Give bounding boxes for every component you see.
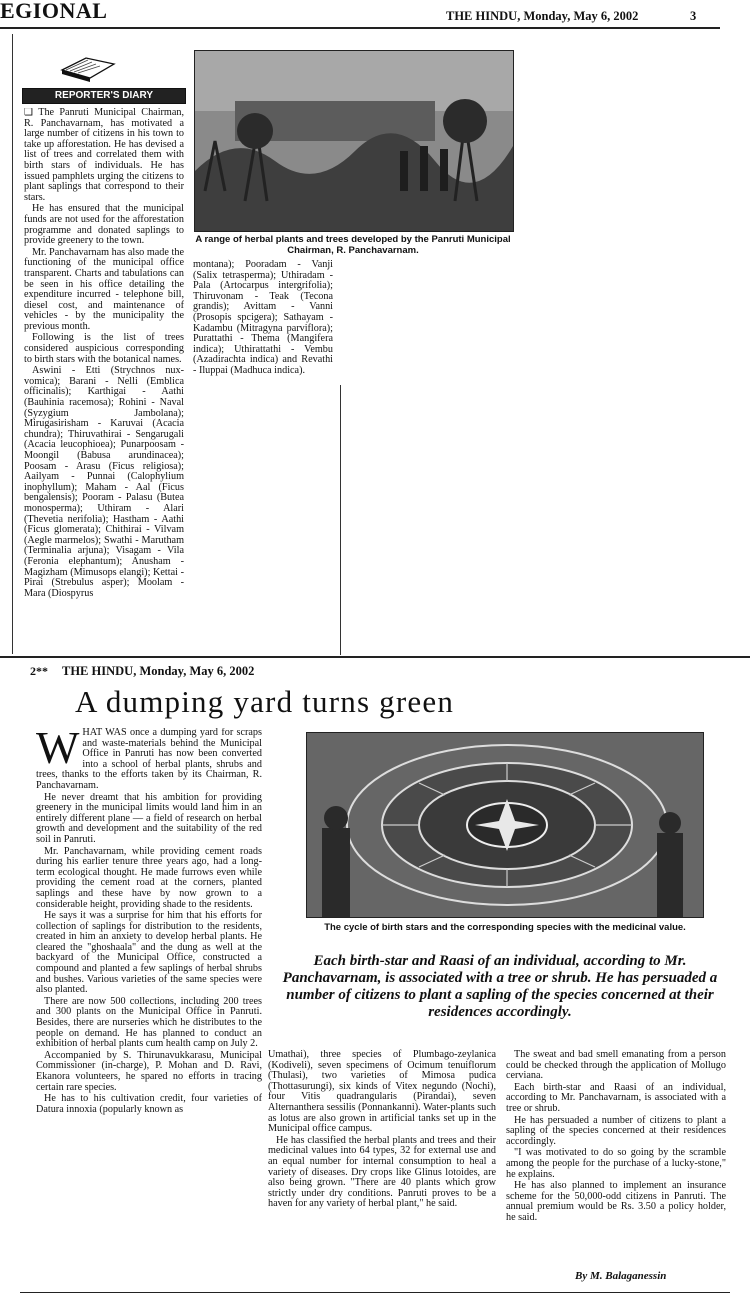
diary-paragraph: ❑ The Panruti Municipal Chairman, R. Panchavarnam, has motivated a large number of citizens in his town to take up afforestation. He has devised a list of trees and correlated them with birth stars of individuals. He has issued pamphlets urging the citizens to plant saplings that correspond to their stars. (24, 108, 184, 203)
diary-column-middle: montana); Pooradam - Vanji (Salix tetrasperma); Uthiradam - Pala (Artocarpus intergrifolia); Thiruvonam - Teak (Tecona grandis); Avittam - Vanni (Prosopis spcigera); Sathayam - Kadambu (Mitragyna parviflora); Purattathi - Thema (Mangifera indica); Uthirattathi - Vembu (Azadirachta indica) and Revathi - Iluppai (Madhuca indica). (193, 259, 333, 376)
article-paragraph: HAT WAS once a dumping yard for scraps and waste-materials behind the Municipal Office in Panruti has now been converted into a school of herbal plants, shrubs and trees, thanks to the efforts taken by its Chairman, R. Panchavarnam. (36, 728, 262, 791)
clip-top-rule (0, 656, 750, 658)
article-paragraph: Each birth-star and Raasi of an individual, according to Mr. Panchavarnam, is associated with a tree or shrub. (506, 1081, 726, 1114)
article-paragraph: He has to his cultivation credit, four varieties of Datura innoxia (popularly known as (36, 1093, 262, 1115)
page-number: 3 (690, 9, 697, 23)
page-marker: 2** (30, 664, 48, 678)
top-photo-caption: A range of herbal plants and trees developed by the Panruti Municipal Chairman, R. Panchavarnam. (195, 234, 511, 256)
byline: By M. Balaganessin (575, 1270, 667, 1282)
diary-paragraph: He has ensured that the municipal funds are not used for the afforestation programme and donated saplings to provide greenery to the town. (24, 203, 184, 247)
section-title: EGIONAL (0, 0, 108, 23)
diary-paragraph: Following is the list of trees considered auspicious corresponding to birth stars with the botanical names. (24, 332, 184, 365)
masthead-bottom: THE HINDU, Monday, May 6, 2002 (62, 664, 255, 678)
article-paragraph: There are now 500 collections, including 200 trees and 300 plants on the Municipal Office in Panruti. Besides, there are nurseries which he distributes to the people on demand. He has planned to conduct an exhibition of herbal plants cum health camp on July 2. (36, 995, 262, 1050)
article-column-3 (506, 1050, 726, 1225)
article-paragraph: He says it was a surprise for him that his efforts for collection of saplings for distribution to the residents, created in him an anxiety to develop herbal plants. He cleared the "ghoshaala" and the dung as well at the backyard of the Municipal Office, constructed a compound and planted a few saplings of herbal shrubs and bushes. Various varieties of the same species were also planted. (36, 910, 262, 996)
article-paragraph: He has also planned to implement an insurance scheme for the 50,000-odd citizens in Panruti. The annual premium would be Rs. 3.50 a policy holder, he said. (506, 1180, 726, 1223)
article-paragraph: Accompanied by S. Thirunavukkarasu, Municipal Commissioner (in-charge), P. Mohan and D. Ravi, Ekanora volunteers, he spared no efforts in tracing certain rare species. (36, 1049, 262, 1093)
article-paragraph: Umathai), three species of Plumbago-zeylanica (Kodiveli), seven specimens of Ocimum tenuiflorum (Thulasi), two varieties of Mimosa pudica (Thottasurungi), six kinds of Vitex negundo (Nochi), four Vitis quadrangularis (Pirandai), seven Alternanthera sessilis (Ponnankanni). Water-plants such as lotus are also grown in artificial tanks set up in the Municipal office campus. (268, 1049, 496, 1135)
birth-star-chart-photo (306, 732, 704, 918)
article-paragraph: "I was motivated to do so going by the scramble among the people for the purchase of a lucky-stone," he explains. (506, 1147, 726, 1180)
diary-label: REPORTER'S DIARY (22, 88, 186, 104)
masthead-top: THE HINDU, Monday, May 6, 2002 (446, 9, 639, 23)
article-paragraph: He has persuaded a number of citizens to plant a sapling of the species concerned at their residences accordingly. (506, 1114, 726, 1147)
article-paragraph: He never dreamt that his ambition for providing greenery in the municipal limits would land him in an entirely different plane — a field of research on herbal growth and development and the suitability of the red soil in Panruti. (36, 791, 262, 845)
pull-quote: Each birth-star and Raasi of an individual, according to Mr. Panchavarnam, is associated with a tree or shrub. He has persuaded a number of citizens to plant a sapling of the species concerned at their residences accordingly. (282, 953, 718, 1020)
clipping-border (190, 385, 341, 655)
article-paragraph: The sweat and bad smell emanating from a person could be checked through the application of Mollugo cerviana. (506, 1049, 726, 1082)
bottom-photo-caption: The cycle of birth stars and the corresponding species with the medicinal value. (324, 922, 686, 933)
dropcap: W (36, 728, 80, 773)
diary-paragraph: Aswini - Etti (Strychnos nux-vomica); Barani - Nelli (Emblica officinalis); Karthigai - Aathi (Bauhinia racemosa); Rohini - Naval (Syzygium Jambolana); Mirugasirisham - Karuvai (Acacia chundra); Thiruvathirai - Sengarugali (Acacia leucophioea); Punarpoosam - Moongil (Babusa arundinacea); Poosam - Arasu (Ficus religiosa); Aailyam - Punnai (Calophylium inophyllum); Maham - Aal (Ficus bengalensis); Pooram - Palasu (Butea monosperma); Uthiram - Alari (Thevetia nerifolia); Hastham - Aathi (Ficus glomerata); Chithirai - Vilvam (Aegle marmelos); Swathi - Marutham (Terminalia arjuna); Visagam - Vila (Feronia elephantum); Anusham - Magizham (Mimusops elangi); Kettai - Pirai (Strebulus asper); Moolam - Mara (Diospyrus (24, 365, 184, 599)
article-paragraph: Mr. Panchavarnam, while providing cement roads during his earlier tenure three years ago, had a long-term ecological thought. He made furrows even while providing the cement road at the corners, planted saplings and these have by now grown to a considerable height, providing shade to the residents. (36, 845, 262, 910)
article-column-2 (268, 1050, 496, 1211)
article-paragraph: He has classified the herbal plants and trees and their medicinal values into 64 types, 32 for external use and an equal number for internal consumption to heal a variety of diseases. Dry crops like Glinus lotoides, are also being grown. "There are 40 plants which grow strictly under dry conditions. Panruti proves to be a haven for any variety of herbal plant," he said. (268, 1134, 496, 1210)
diary-paragraph: Mr. Panchavarnam has also made the functioning of the municipal office transparent. Charts and tabulations can be seen in his office detailing the expenditure incurred - telephone bill, diesel cost, and maintenance of vehicles - by the municipality the previous month. (24, 246, 184, 332)
masthead-rule (0, 27, 720, 29)
article-column-1 (36, 728, 262, 1288)
clip-bottom-rule (20, 1292, 730, 1293)
headline: A dumping yard turns green (75, 684, 455, 719)
